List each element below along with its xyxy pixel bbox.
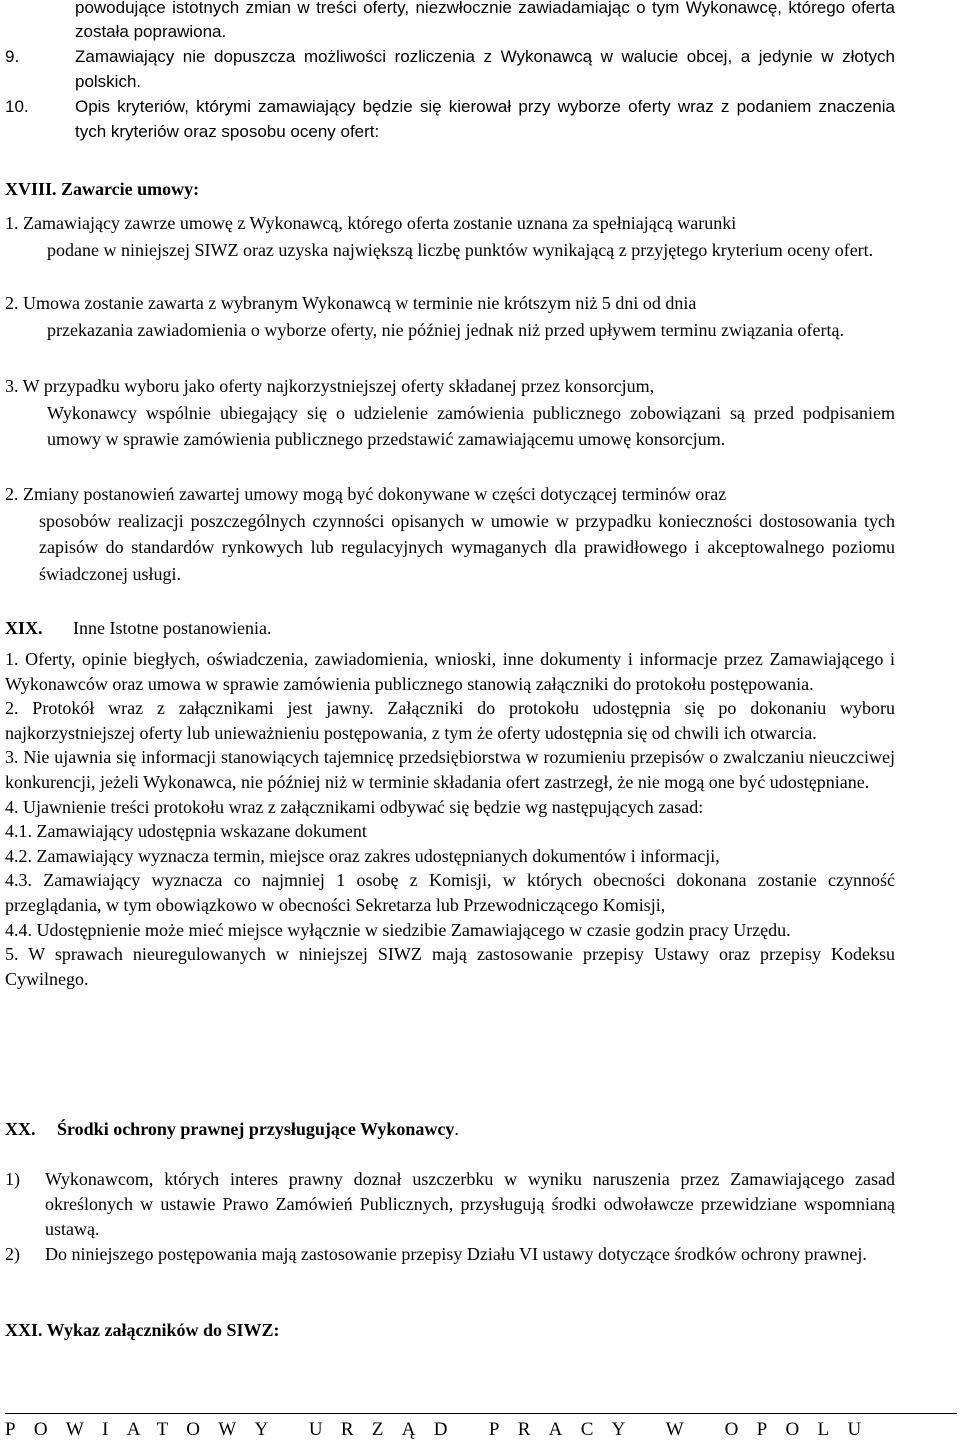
xx-item-2-number: 2)	[5, 1244, 20, 1264]
section-number-xx: XX.	[5, 1119, 36, 1139]
xx-item-1	[5, 1167, 895, 1242]
xix-item: 4.1. Zamawiający udostępnia wskazane dokument	[5, 821, 367, 842]
xix-item: 3. Nie ujawnia się informacji stanowiących tajemnicę przedsiębiorstwa w rozumieniu przepisów o zwalczaniu nieuczciwej konkurencji, jeżeli Wykonawca, nie później niż w terminie składania ofert zastrzegł, że nie mogą one być udostępniane.	[5, 747, 895, 792]
section-heading-xxi: XXI. Wykaz załączników do SIWZ:	[5, 1320, 280, 1340]
xix-item: 5. W sprawach nieuregulowanych w niniejszej SIWZ mają zastosowanie przepisy Ustawy oraz przepisy Kodeksu Cywilnego.	[5, 944, 895, 989]
item-10-number: 10.	[5, 97, 29, 116]
xix-items	[5, 647, 895, 991]
xviii-item-4-rest: sposobów realizacji poszczególnych czynności opisanych w umowie w przypadku konieczności dostosowania tych zapisów do standardów rynkowych lub regulacyjnych wymaganych dla prawidłowego i akceptowalnego poziomu świadczonej usługi.	[39, 510, 895, 584]
footer-rule	[5, 1413, 957, 1414]
xx-item-1-text: Wykonawcom, których interes prawny doznał uszczerbku w wyniku naruszenia przez Zamawiającego zasad określonych w ustawie Prawo Zamówień Publicznych, przysługują środki odwoławcze przewidziane wspomnianą ustawą.	[45, 1169, 895, 1239]
xix-item: 4.2. Zamawiający wyznacza termin, miejsce oraz zakres udostępnianych dokumentów i informacji,	[5, 845, 720, 866]
section-title-xx: Środki ochrony prawnej przysługujące Wykonawcy	[57, 1119, 455, 1139]
paragraph-continuation: powodujące istotnych zmian w treści oferty, niezwłocznie zawiadamiając o tym Wykonawcę, którego oferta została poprawiona.	[75, 0, 895, 41]
section-heading-xx	[5, 1117, 459, 1142]
item-9-number: 9.	[5, 47, 20, 66]
xviii-item-4	[5, 481, 895, 587]
xviii-item-3	[5, 373, 895, 453]
section-title-xx-dot: .	[454, 1119, 459, 1139]
section-heading-xix	[5, 616, 271, 641]
section-title-xix: Inne Istotne postanowienia.	[73, 618, 272, 638]
xix-item: 1. Oferty, opinie biegłych, oświadczenia, zawiadomienia, wnioski, inne dokumenty i informacje przez Zamawiającego i Wykonawców oraz umowa w sprawie zamówienia publicznego stanowią załączniki do protokołu postępowania.	[5, 649, 895, 694]
xix-item: 4.3. Zamawiający wyznacza co najmniej 1 osobę z Komisji, w których obecności dokonana zostanie czynność przeglądania, w tym obowiązkowo w obecności Sekretarza lub Przewodniczącego Komisji,	[5, 870, 895, 915]
xviii-item-1-first: 1. Zamawiający zawrze umowę z Wykonawcą, którego oferta zostanie uznana za spełniającą warunki	[5, 213, 737, 233]
xix-item: 4.4. Udostępnienie może mieć miejsce wyłącznie w siedzibie Zamawiającego w czasie godzin pracy Urzędu.	[5, 919, 791, 940]
item-9	[5, 45, 895, 94]
xx-item-2	[5, 1242, 895, 1267]
footer-office-name: POWIATOWY URZĄD PRACY W OPOLU	[5, 1419, 880, 1440]
xviii-item-2	[5, 290, 895, 343]
xx-item-1-number: 1)	[5, 1169, 20, 1189]
xviii-item-2-rest: przekazania zawiadomienia o wyborze oferty, nie później jednak niż przed upływem terminu związania ofertą.	[47, 319, 844, 340]
xviii-item-1	[5, 210, 895, 263]
item-9-text: Zamawiający nie dopuszcza możliwości rozliczenia z Wykonawcą w walucie obcej, a jedynie w złotych polskich.	[75, 47, 895, 91]
xviii-item-1-rest: podane w niniejszej SIWZ oraz uzyska największą liczbę punktów wynikającą z przyjętego kryterium oceny ofert.	[47, 239, 874, 260]
xix-item: 4. Ujawnienie treści protokołu wraz z załącznikami odbywać się będzie wg następujących zasad:	[5, 796, 704, 817]
item-10-text: Opis kryteriów, którymi zamawiający będzie się kierował przy wyborze oferty wraz z podaniem znaczenia tych kryteriów oraz sposobu oceny ofert:	[75, 97, 895, 141]
xx-item-2-text: Do niniejszego postępowania mają zastosowanie przepisy Działu VI ustawy dotyczące środków ochrony prawnej.	[45, 1244, 867, 1264]
section-number-xix: XIX.	[5, 618, 43, 638]
xviii-item-2-first: 2. Umowa zostanie zawarta z wybranym Wykonawcą w terminie nie krótszym niż 5 dni od dnia	[5, 293, 697, 313]
xviii-item-3-first: 3. W przypadku wyboru jako oferty najkorzystniejszej oferty składanej przez konsorcjum,	[5, 376, 655, 396]
item-10	[5, 95, 895, 144]
xviii-item-4-first: 2. Zmiany postanowień zawartej umowy mogą być dokonywane w części dotyczącej terminów oraz	[5, 484, 727, 504]
section-heading-xviii: XVIII. Zawarcie umowy:	[5, 179, 200, 199]
xviii-item-3-rest: Wykonawcy wspólnie ubiegający się o udzielenie zamówienia publicznego zobowiązani są przed podpisaniem umowy w sprawie zamówienia publicznego przedstawić zamawiającemu umowę konsorcjum.	[47, 402, 895, 449]
xix-item: 2. Protokół wraz z załącznikami jest jawny. Załączniki do protokołu udostępnia się po dokonaniu wyboru najkorzystniejszej oferty lub unieważnieniu postępowania, z tym że oferty udostępnia się od chwili ich otwarcia.	[5, 698, 895, 743]
